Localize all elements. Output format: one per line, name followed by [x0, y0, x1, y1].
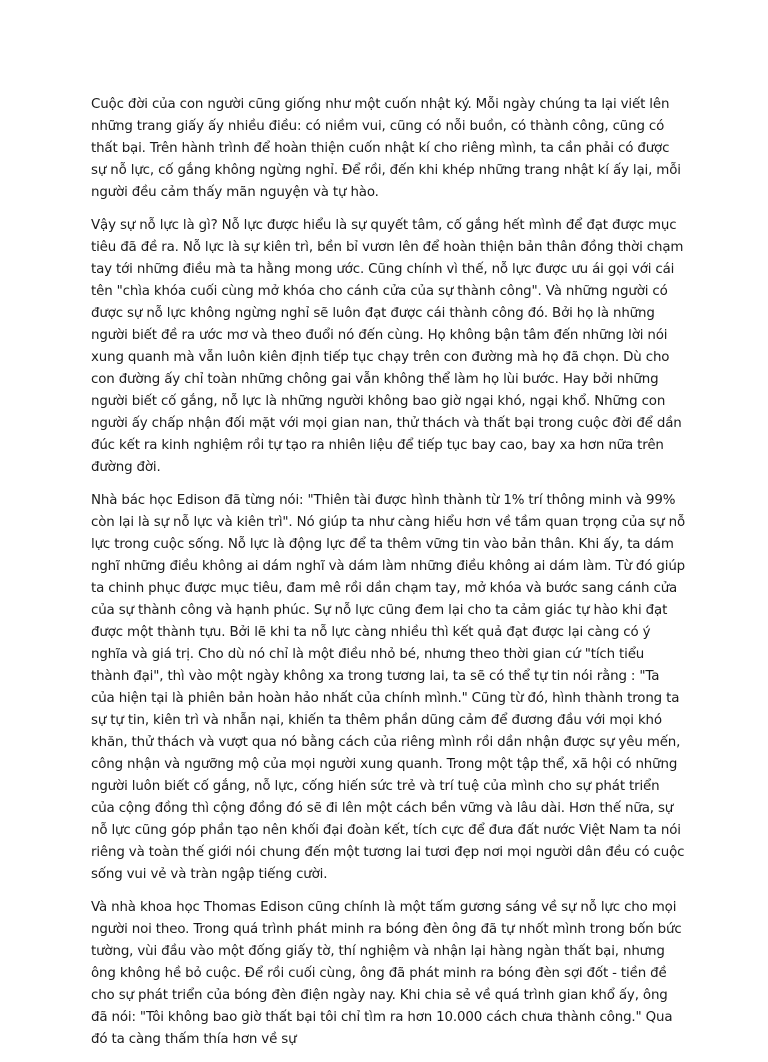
paragraph-edison-example: Và nhà khoa học Thomas Edison cũng chính là một tấm gương sáng về sự nỗ lực cho mọi người noi theo. Trong quá trình phát minh ra bóng đèn ông đã tự nhốt mình trong bốn bức tường, vùi đầu vào một đống giấy tờ, thí nghiệm và nhận lại hàng ngàn thất bại, nhưng ông không hề bỏ cuộc. Để rồi cuối cùng, ông đã phát minh ra bóng đèn sợi đốt - tiền đề cho sự phát triển của bóng đèn điện ngày nay. Khi chia sẻ về quá trình gian khổ ấy, ông đã nói: "Tôi không bao giờ thất bại tôi chỉ tìm ra hơn 10.000 cách chưa thành công." Qua đó ta càng thấm thía hơn về sự [91, 900, 682, 1047]
paragraph-definition: Vậy sự nỗ lực là gì? Nỗ lực được hiểu là sự quyết tâm, cố gắng hết mình để đạt được mục tiêu đã đề ra. Nỗ lực là sự kiên trì, bền bỉ vươn lên để hoàn thiện bản thân đồng thời chạm tay tới những điều mà ta hằng mong ước. Cũng chính vì thế, nỗ lực được ưu ái gọi với cái tên "chìa khóa cuối cùng mở khóa cho cánh cửa của sự thành công". Và những người có được sự nỗ lực không ngừng nghỉ sẽ luôn đạt được cái thành công đó. Bởi họ là những người biết đề ra ước mơ và theo đuổi nó đến cùng. Họ không bận tâm đến những lời nói xung quanh mà vẫn luôn kiên định tiếp tục chạy trên con đường mà họ đã chọn. Dù cho con đường ấy chỉ toàn những chông gai vẫn không thể làm họ lùi bước. Hay bởi những người biết cố gắng, nỗ lực là những người không bao giờ ngại khó, ngại khổ. Những con người ấy chấp nhận đối mặt với mọi gian nan, thử thách và thất bại trong cuộc đời để dần đúc kết ra kinh nghiệm rồi tự tạo ra nhiên liệu để tiếp tục bay cao, bay xa hơn nữa trên đường đời. [91, 218, 684, 475]
paragraph-intro: Cuộc đời của con người cũng giống như một cuốn nhật ký. Mỗi ngày chúng ta lại viết lên những trang giấy ấy nhiều điều: có niềm vui, cũng có nỗi buồn, có thành công, cũng có thất bại. Trên hành trình để hoàn thiện cuốn nhật kí cho riêng mình, ta cần phải có được sự nỗ lực, cố gắng không ngừng nghỉ. Để rồi, đến khi khép những trang nhật kí ấy lại, mỗi người đều cảm thấy mãn nguyện và tự hào. [91, 97, 681, 200]
paragraph-importance: Nhà bác học Edison đã từng nói: "Thiên tài được hình thành từ 1% trí thông minh và 99% còn lại là sự nỗ lực và kiên trì". Nó giúp ta như càng hiểu hơn về tầm quan trọng của sự nỗ lực trong cuộc sống. Nỗ lực là động lực để ta thêm vững tin vào bản thân. Khi ấy, ta dám nghĩ những điều không ai dám nghĩ và dám làm những điều không ai dám làm. Từ đó giúp ta chinh phục được mục tiêu, đam mê rồi dần chạm tay, mở khóa và bước sang cánh cửa của sự thành công và hạnh phúc. Sự nỗ lực cũng đem lại cho ta cảm giác tự hào khi đạt được một thành tựu. Bởi lẽ khi ta nỗ lực càng nhiều thì kết quả đạt được lại càng có ý nghĩa và giá trị. Cho dù nó chỉ là một điều nhỏ bé, nhưng theo thời gian cứ "tích tiểu thành đại", thì vào một ngày không xa trong tương lai, ta sẽ có thể tự tin nói rằng : "Ta của hiện tại là phiên bản hoàn hảo nhất của chính mình." Cũng từ đó, hình thành trong ta sự tự tin, kiên trì và nhẫn nại, khiến ta thêm phần dũng cảm để đương đầu với mọi khó khăn, thử thách và vượt qua nó bằng cách của riêng mình rồi dần nhận được sự yêu mến, công nhận và ngưỡng mộ của mọi người xung quanh. Trong một tập thể, xã hội có những người luôn biết cố gắng, nỗ lực, cống hiến sức trẻ và trí tuệ của mình cho sự phát triển của cộng đồng thì cộng đồng đó sẽ đi lên một cách bền vững và lâu dài. Hơn thế nữa, sự nỗ lực cũng góp phần tạo nên khối đại đoàn kết, tích cực để đưa đất nước Việt Nam ta nói riêng và toàn thế giới nói chung đến một tương lai tươi đẹp nơi mọi người dân đều có cuộc sống vui vẻ và tràn ngập tiếng cười. [91, 493, 686, 882]
document-body [91, 94, 686, 1062]
